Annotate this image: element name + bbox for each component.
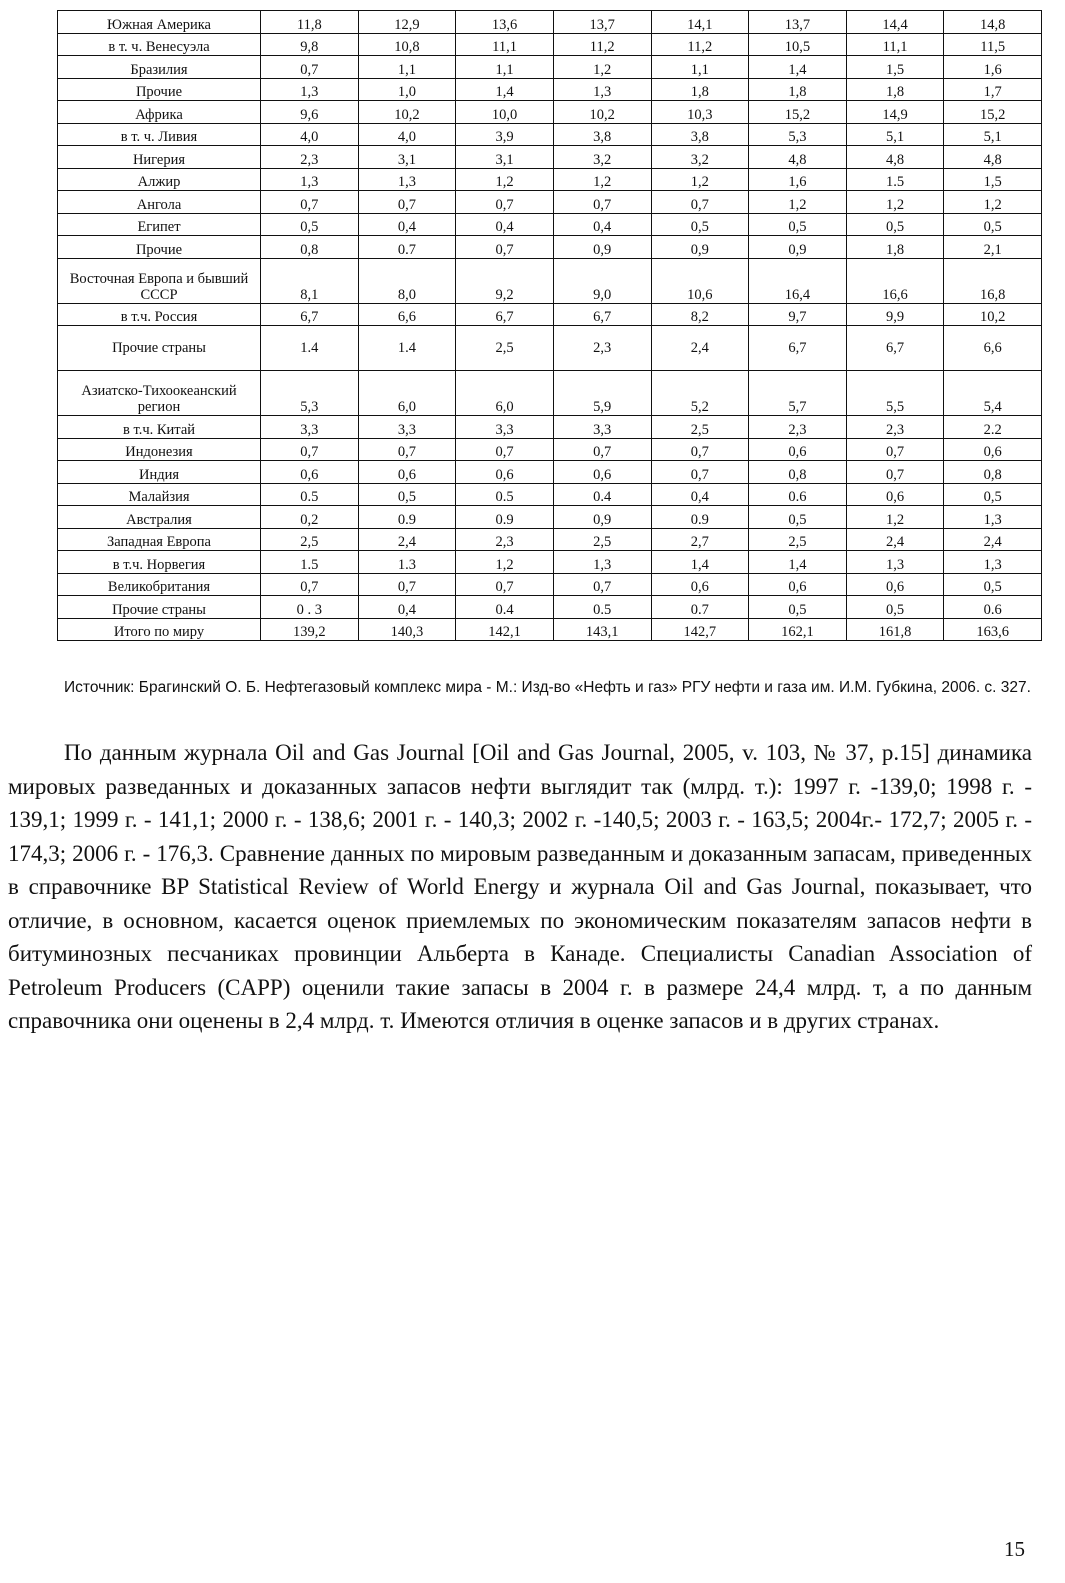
value-cell: 0,6 <box>358 461 456 484</box>
value-cell: 1,7 <box>944 78 1042 101</box>
value-cell: 1,8 <box>651 78 749 101</box>
table-row <box>58 326 1042 371</box>
value-cell: 6,7 <box>749 326 847 371</box>
value-cell: 1,3 <box>553 551 651 574</box>
region-cell: Африка <box>58 101 261 124</box>
value-cell: 140,3 <box>358 618 456 641</box>
value-cell: 1,1 <box>456 56 554 79</box>
value-cell: 13,6 <box>456 11 554 34</box>
region-cell: Нигерия <box>58 146 261 169</box>
value-cell: 1.5 <box>261 551 359 574</box>
value-cell: 0,9 <box>553 236 651 259</box>
region-cell: Индонезия <box>58 438 261 461</box>
value-cell: 5,3 <box>749 123 847 146</box>
value-cell: 11,1 <box>456 33 554 56</box>
value-cell: 1,3 <box>944 551 1042 574</box>
value-cell: 0,7 <box>358 438 456 461</box>
value-cell: 0.6 <box>749 483 847 506</box>
value-cell: 2,3 <box>261 146 359 169</box>
value-cell: 1,5 <box>846 56 944 79</box>
value-cell: 1,4 <box>651 551 749 574</box>
page-number: 15 <box>1004 1537 1025 1561</box>
value-cell: 1,8 <box>846 78 944 101</box>
table-row <box>58 618 1042 641</box>
value-cell: 0,6 <box>456 461 554 484</box>
value-cell: 3,1 <box>456 146 554 169</box>
value-cell: 0.5 <box>261 483 359 506</box>
region-cell: в т.ч. Китай <box>58 416 261 439</box>
value-cell: 1,4 <box>749 56 847 79</box>
value-cell: 4,0 <box>358 123 456 146</box>
value-cell: 3,8 <box>651 123 749 146</box>
value-cell: 1,3 <box>944 506 1042 529</box>
value-cell: 0,7 <box>261 438 359 461</box>
value-cell: 16,8 <box>944 258 1042 303</box>
value-cell: 0,5 <box>651 213 749 236</box>
value-cell: 11,2 <box>553 33 651 56</box>
value-cell: 0.9 <box>358 506 456 529</box>
table-row <box>58 303 1042 326</box>
value-cell: 0,7 <box>651 461 749 484</box>
value-cell: 6,7 <box>846 326 944 371</box>
value-cell: 0.7 <box>358 236 456 259</box>
value-cell: 2,4 <box>846 528 944 551</box>
value-cell: 0,4 <box>553 213 651 236</box>
value-cell: 2,5 <box>456 326 554 371</box>
value-cell: 0,8 <box>944 461 1042 484</box>
value-cell: 3,2 <box>553 146 651 169</box>
value-cell: 5,9 <box>553 371 651 416</box>
value-cell: 0,7 <box>651 438 749 461</box>
value-cell: 0.4 <box>553 483 651 506</box>
value-cell: 6,6 <box>944 326 1042 371</box>
value-cell: 16,4 <box>749 258 847 303</box>
value-cell: 142,7 <box>651 618 749 641</box>
region-cell: Малайзия <box>58 483 261 506</box>
value-cell: 0,6 <box>944 438 1042 461</box>
value-cell: 3,2 <box>651 146 749 169</box>
value-cell: 2,5 <box>261 528 359 551</box>
value-cell: 0,7 <box>261 191 359 214</box>
value-cell: 2.2 <box>944 416 1042 439</box>
value-cell: 0,7 <box>358 191 456 214</box>
value-cell: 2,3 <box>456 528 554 551</box>
region-cell: Прочие <box>58 236 261 259</box>
value-cell: 6,0 <box>456 371 554 416</box>
value-cell: 0,4 <box>358 213 456 236</box>
table-row <box>58 56 1042 79</box>
value-cell: 163,6 <box>944 618 1042 641</box>
value-cell: 1,8 <box>846 236 944 259</box>
value-cell: 1.5 <box>846 168 944 191</box>
value-cell: 5,4 <box>944 371 1042 416</box>
value-cell: 1,2 <box>749 191 847 214</box>
value-cell: 0,7 <box>553 573 651 596</box>
value-cell: 4,0 <box>261 123 359 146</box>
value-cell: 13,7 <box>749 11 847 34</box>
value-cell: 10,2 <box>944 303 1042 326</box>
table-row <box>58 258 1042 303</box>
value-cell: 0,4 <box>651 483 749 506</box>
region-cell: Южная Америка <box>58 11 261 34</box>
region-cell: Прочие <box>58 78 261 101</box>
value-cell: 162,1 <box>749 618 847 641</box>
value-cell: 0,5 <box>749 506 847 529</box>
region-cell: Прочие страны <box>58 596 261 619</box>
value-cell: 0,7 <box>553 191 651 214</box>
value-cell: 0,7 <box>846 461 944 484</box>
value-cell: 1,3 <box>261 78 359 101</box>
table-row <box>58 596 1042 619</box>
value-cell: 6,7 <box>261 303 359 326</box>
value-cell: 1,1 <box>651 56 749 79</box>
value-cell: 0,6 <box>749 438 847 461</box>
table-row <box>58 168 1042 191</box>
table-row <box>58 123 1042 146</box>
value-cell: 5,7 <box>749 371 847 416</box>
value-cell: 0,5 <box>846 213 944 236</box>
value-cell: 14,9 <box>846 101 944 124</box>
value-cell: 0,6 <box>846 483 944 506</box>
value-cell: 10,8 <box>358 33 456 56</box>
value-cell: 3,3 <box>456 416 554 439</box>
value-cell: 0,5 <box>749 213 847 236</box>
value-cell: 0.9 <box>651 506 749 529</box>
value-cell: 13,7 <box>553 11 651 34</box>
value-cell: 0,4 <box>358 596 456 619</box>
region-cell: Египет <box>58 213 261 236</box>
table-row <box>58 551 1042 574</box>
region-cell: Индия <box>58 461 261 484</box>
value-cell: 143,1 <box>553 618 651 641</box>
value-cell: 3,8 <box>553 123 651 146</box>
region-cell: Итого по миру <box>58 618 261 641</box>
value-cell: 5,1 <box>944 123 1042 146</box>
value-cell: 0,6 <box>846 573 944 596</box>
value-cell: 0,2 <box>261 506 359 529</box>
table-row <box>58 146 1042 169</box>
value-cell: 4,8 <box>944 146 1042 169</box>
value-cell: 0,7 <box>261 56 359 79</box>
value-cell: 0,6 <box>553 461 651 484</box>
value-cell: 1,2 <box>553 56 651 79</box>
value-cell: 4,8 <box>846 146 944 169</box>
value-cell: 1,3 <box>358 168 456 191</box>
value-cell: 11,1 <box>846 33 944 56</box>
value-cell: 3,3 <box>553 416 651 439</box>
value-cell: 1,2 <box>651 168 749 191</box>
value-cell: 6,7 <box>456 303 554 326</box>
value-cell: 0,7 <box>553 438 651 461</box>
value-cell: 2,7 <box>651 528 749 551</box>
value-cell: 0,7 <box>358 573 456 596</box>
value-cell: 9,0 <box>553 258 651 303</box>
value-cell: 1,0 <box>358 78 456 101</box>
value-cell: 11,5 <box>944 33 1042 56</box>
region-cell: Азиатско-Тихоокеанский регион <box>58 371 261 416</box>
value-cell: 12,9 <box>358 11 456 34</box>
value-cell: 9,8 <box>261 33 359 56</box>
value-cell: 14,1 <box>651 11 749 34</box>
value-cell: 10,6 <box>651 258 749 303</box>
value-cell: 14,4 <box>846 11 944 34</box>
value-cell: 3,1 <box>358 146 456 169</box>
value-cell: 5,2 <box>651 371 749 416</box>
value-cell: 2,5 <box>651 416 749 439</box>
value-cell: 1,2 <box>456 551 554 574</box>
oil-reserves-table <box>57 10 1042 641</box>
value-cell: 142,1 <box>456 618 554 641</box>
table-row <box>58 506 1042 529</box>
value-cell: 6,0 <box>358 371 456 416</box>
region-cell: Австралия <box>58 506 261 529</box>
value-cell: 0,7 <box>456 236 554 259</box>
region-cell: в т.ч. Норвегия <box>58 551 261 574</box>
value-cell: 3,9 <box>456 123 554 146</box>
value-cell: 2,3 <box>553 326 651 371</box>
value-cell: 0,5 <box>944 213 1042 236</box>
value-cell: 0,7 <box>456 573 554 596</box>
value-cell: 1,4 <box>456 78 554 101</box>
value-cell: 2,5 <box>553 528 651 551</box>
value-cell: 0.7 <box>651 596 749 619</box>
table-row <box>58 483 1042 506</box>
value-cell: 8,1 <box>261 258 359 303</box>
region-cell: Бразилия <box>58 56 261 79</box>
table-row <box>58 438 1042 461</box>
value-cell: 1,2 <box>553 168 651 191</box>
value-cell: 0,5 <box>944 573 1042 596</box>
value-cell: 2,3 <box>846 416 944 439</box>
value-cell: 9,9 <box>846 303 944 326</box>
source-note: Источник: Брагинский О. Б. Нефтегазовый комплекс мира - М.: Изд-во «Нефть и газ» РГУ нефти и газа им. И.М. Губкина, 2006. с. 327. <box>64 679 1031 696</box>
region-cell: в т. ч. Венесуэла <box>58 33 261 56</box>
value-cell: 1,3 <box>261 168 359 191</box>
value-cell: 4,8 <box>749 146 847 169</box>
value-cell: 2,3 <box>749 416 847 439</box>
table-row <box>58 416 1042 439</box>
value-cell: 1.4 <box>358 326 456 371</box>
value-cell: 5,5 <box>846 371 944 416</box>
value-cell: 6,7 <box>553 303 651 326</box>
table-row <box>58 371 1042 416</box>
value-cell: 2,4 <box>358 528 456 551</box>
value-cell: 10,3 <box>651 101 749 124</box>
value-cell: 0.5 <box>456 483 554 506</box>
value-cell: 3,3 <box>261 416 359 439</box>
value-cell: 0,7 <box>846 438 944 461</box>
value-cell: 1,2 <box>456 168 554 191</box>
value-cell: 10,2 <box>553 101 651 124</box>
value-cell: 9,6 <box>261 101 359 124</box>
value-cell: 1,3 <box>553 78 651 101</box>
value-cell: 10,2 <box>358 101 456 124</box>
value-cell: 15,2 <box>749 101 847 124</box>
table-row <box>58 101 1042 124</box>
value-cell: 0,5 <box>846 596 944 619</box>
value-cell: 1,2 <box>846 506 944 529</box>
value-cell: 0,7 <box>261 573 359 596</box>
value-cell: 0,7 <box>651 191 749 214</box>
value-cell: 2,4 <box>944 528 1042 551</box>
value-cell: 0,9 <box>553 506 651 529</box>
value-cell: 10,5 <box>749 33 847 56</box>
value-cell: 0,5 <box>749 596 847 619</box>
value-cell: 1.4 <box>261 326 359 371</box>
region-cell: Прочие страны <box>58 326 261 371</box>
value-cell: 1.3 <box>358 551 456 574</box>
value-cell: 1,6 <box>944 56 1042 79</box>
region-cell: Ангола <box>58 191 261 214</box>
value-cell: 9,7 <box>749 303 847 326</box>
value-cell: 11,2 <box>651 33 749 56</box>
value-cell: 0,9 <box>651 236 749 259</box>
value-cell: 0,6 <box>651 573 749 596</box>
region-cell: в т. ч. Ливия <box>58 123 261 146</box>
value-cell: 0.9 <box>456 506 554 529</box>
value-cell: 1,3 <box>846 551 944 574</box>
value-cell: 5,3 <box>261 371 359 416</box>
value-cell: 1,1 <box>358 56 456 79</box>
value-cell: 0.5 <box>553 596 651 619</box>
value-cell: 0,5 <box>944 483 1042 506</box>
table-row <box>58 11 1042 34</box>
value-cell: 0,7 <box>456 438 554 461</box>
value-cell: 11,8 <box>261 11 359 34</box>
region-cell: Западная Европа <box>58 528 261 551</box>
value-cell: 139,2 <box>261 618 359 641</box>
value-cell: 161,8 <box>846 618 944 641</box>
value-cell: 0,9 <box>749 236 847 259</box>
value-cell: 2,1 <box>944 236 1042 259</box>
value-cell: 10,0 <box>456 101 554 124</box>
value-cell: 1,2 <box>846 191 944 214</box>
value-cell: 0 . 3 <box>261 596 359 619</box>
value-cell: 9,2 <box>456 258 554 303</box>
value-cell: 1,4 <box>749 551 847 574</box>
value-cell: 0,8 <box>749 461 847 484</box>
value-cell: 1,6 <box>749 168 847 191</box>
table-row <box>58 528 1042 551</box>
value-cell: 0.6 <box>944 596 1042 619</box>
region-cell: Алжир <box>58 168 261 191</box>
value-cell: 0,6 <box>261 461 359 484</box>
region-cell: Восточная Европа и бывший СССР <box>58 258 261 303</box>
value-cell: 6,6 <box>358 303 456 326</box>
value-cell: 1,5 <box>944 168 1042 191</box>
value-cell: 5,1 <box>846 123 944 146</box>
value-cell: 0,8 <box>261 236 359 259</box>
value-cell: 0,6 <box>749 573 847 596</box>
value-cell: 14,8 <box>944 11 1042 34</box>
value-cell: 3,3 <box>358 416 456 439</box>
table-row <box>58 573 1042 596</box>
table-row <box>58 33 1042 56</box>
table-row <box>58 78 1042 101</box>
body-paragraph: По данным журнала Oil and Gas Journal [Oil and Gas Journal, 2005, v. 103, № 37, p.15] динамика мировых разведанных и доказанных запасов нефти выглядит так (млрд. т.): 1997 г. -139,0; 1998 г. - 139,1; 1999 г. - 141,1; 2000 г. - 138,6; 2001 г. - 140,3; 2002 г. -140,5; 2003 г. - 163,5; 2004г.- 172,7; 2005 г. - 174,3; 2006 г. - 176,3. Сравнение данных по мировым разведанным и доказанным запасам, приведенных в справочнике BP Statistical Review of World Energy и журнала Oil and Gas Journal, показывает, что отличие, в основном, касается оценок приемлемых по экономическим показателям запасов нефти в битуминозных песчаниках провинции Альберта в Канаде. Специалисты Canadian Association of Petroleum Producers (CAPP) оценили такие запасы в 2004 г. в размере 24,4 млрд. т, а по данным справочника они оценены в 2,4 млрд. т. Имеются отличия в оценке запасов и в других странах. <box>8 740 1032 1033</box>
value-cell: 15,2 <box>944 101 1042 124</box>
table-row <box>58 191 1042 214</box>
value-cell: 0,4 <box>456 213 554 236</box>
value-cell: 2,4 <box>651 326 749 371</box>
value-cell: 8,0 <box>358 258 456 303</box>
table-row <box>58 213 1042 236</box>
value-cell: 0,5 <box>261 213 359 236</box>
value-cell: 1,8 <box>749 78 847 101</box>
region-cell: в т.ч. Россия <box>58 303 261 326</box>
value-cell: 0,7 <box>456 191 554 214</box>
value-cell: 2,5 <box>749 528 847 551</box>
value-cell: 16,6 <box>846 258 944 303</box>
value-cell: 1,2 <box>944 191 1042 214</box>
table-row <box>58 236 1042 259</box>
region-cell: Великобритания <box>58 573 261 596</box>
value-cell: 0.4 <box>456 596 554 619</box>
value-cell: 0,5 <box>358 483 456 506</box>
table-row <box>58 461 1042 484</box>
value-cell: 8,2 <box>651 303 749 326</box>
